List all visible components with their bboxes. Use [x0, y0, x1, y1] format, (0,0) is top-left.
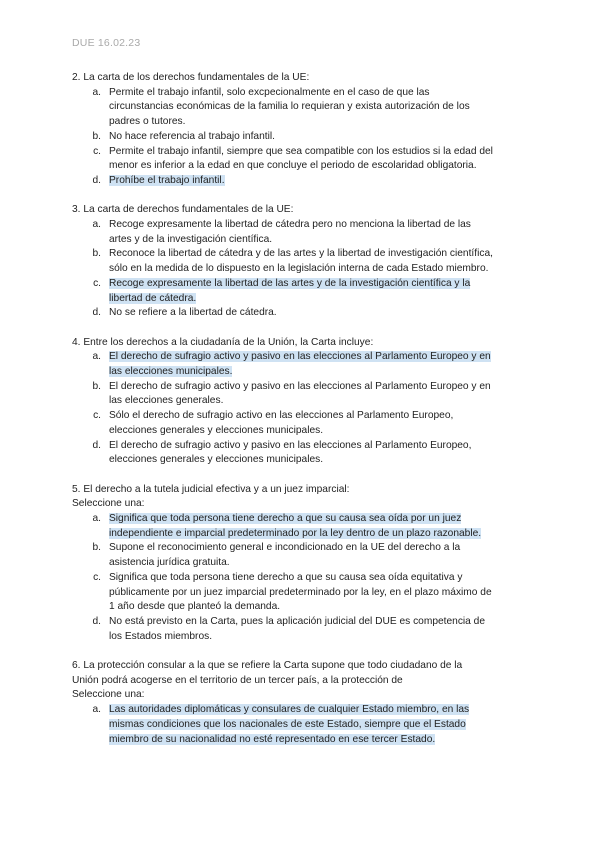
answer-option-line: [72, 439, 532, 454]
answer-option-line: [72, 380, 532, 395]
option-letter: d.: [92, 439, 101, 451]
option-text-wrap: [109, 306, 532, 321]
option-text-wrap: [109, 233, 532, 248]
option-text: los Estados miembros.: [109, 630, 213, 642]
option-letter-spacer: [72, 630, 109, 645]
option-text: sólo en la medida de lo dispuesto en la legislación interna de cada Estado miembro.: [109, 263, 489, 275]
option-text-wrap: [109, 350, 532, 365]
question-title: 5. El derecho a la tutela judicial efectiva y a un juez imparcial:: [72, 483, 350, 495]
question-title: 2. La carta de los derechos fundamentales de la UE:: [72, 72, 310, 83]
option-text-highlighted: las elecciones municipales.: [109, 366, 233, 378]
option-text: Significa que toda persona tiene derecho a que su causa sea oída equitativa y: [109, 571, 463, 583]
answer-option-line: [72, 409, 532, 424]
option-text-highlighted: libertad de cátedra.: [109, 292, 197, 304]
answer-option-line: [72, 394, 532, 409]
option-text: No está previsto en la Carta, pues la aplicación judicial del DUE es competencia de: [109, 615, 486, 627]
option-letter: a.: [92, 513, 101, 525]
option-letter: a.: [92, 351, 101, 363]
option-text-wrap: [109, 733, 532, 748]
option-letter: c.: [93, 145, 101, 157]
question-6: [72, 659, 532, 747]
option-letter-spacer: [72, 365, 109, 380]
option-letter-spacer: [72, 159, 109, 174]
option-text-highlighted: Las autoridades diplomáticas y consulares de cualquier Estado miembro, en las: [109, 704, 470, 716]
option-letter-spacer: [72, 424, 109, 439]
answer-option-line: [72, 145, 532, 160]
answer-option-line: [72, 733, 532, 748]
option-text: elecciones generales y elecciones municipales.: [109, 424, 324, 436]
document-body: [72, 71, 532, 747]
option-letter: c.: [93, 410, 101, 422]
document-header: DUE 16.02.23: [72, 37, 141, 49]
answer-option-line: [72, 218, 532, 233]
option-letter: d.: [92, 615, 101, 627]
option-text-highlighted: El derecho de sufragio activo y pasivo en las elecciones al Parlamento Europeo y en: [109, 351, 491, 363]
answer-option-line: [72, 556, 532, 571]
option-text-wrap: [109, 541, 532, 556]
option-letter-spacer: [72, 233, 109, 248]
option-text-wrap: [109, 424, 532, 439]
option-text-wrap: [109, 718, 532, 733]
option-text-wrap: [109, 512, 532, 527]
answer-option-line: [72, 512, 532, 527]
option-text: Sólo el derecho de sufragio activo en las elecciones al Parlamento Europeo,: [109, 410, 454, 422]
answer-option-line: [72, 262, 532, 277]
option-text: asistencia jurídica gratuita.: [109, 557, 230, 569]
answer-option-line: [72, 615, 532, 630]
option-text: No se refiere a la libertad de cátedra.: [109, 307, 277, 319]
option-text-wrap: [109, 571, 532, 586]
option-text: circunstancias económicas de la familia lo requieran y exista autorización de los: [109, 101, 470, 113]
option-letter: b.: [92, 248, 101, 260]
option-text: Reconoce la libertad de cátedra y de las artes y la libertad de investigación científica,: [109, 248, 493, 260]
option-text-wrap: [109, 130, 532, 145]
option-text: menor es inferior a la edad en que concluye el periodo de escolaridad obligatoria.: [109, 160, 477, 172]
option-text-wrap: [109, 586, 532, 601]
option-text-wrap: [109, 218, 532, 233]
option-text-wrap: [109, 600, 532, 615]
option-letter-spacer: [72, 262, 109, 277]
option-text-highlighted: miembro de su nacionalidad no esté representado en ese tercer Estado.: [109, 733, 436, 745]
answer-option-line: [72, 350, 532, 365]
option-text-wrap: [109, 630, 532, 645]
question-2: [72, 71, 532, 189]
option-letter: b.: [92, 380, 101, 392]
option-text-wrap: [109, 262, 532, 277]
option-text: Recoge expresamente la libertad de cátedra pero no menciona la libertad de las: [109, 219, 471, 231]
option-text: El derecho de sufragio activo y pasivo en las elecciones al Parlamento Europeo y en: [109, 380, 491, 392]
option-text-wrap: [109, 247, 532, 262]
option-letter: c.: [93, 277, 101, 289]
option-text-wrap: [109, 439, 532, 454]
option-text: Supone el reconocimiento general e incondicionado en la UE del derecho a la: [109, 542, 461, 554]
option-text: artes y de la investigación científica.: [109, 233, 273, 245]
option-letter: a.: [92, 219, 101, 231]
question-instruction: Seleccione una:: [72, 498, 145, 510]
option-text-wrap: [109, 174, 532, 189]
answer-option-line: [72, 100, 532, 115]
option-text: públicamente por un juez imparcial predeterminado por la ley, en el plazo máximo de: [109, 586, 492, 598]
option-text: 1 año desde que planteó la demanda.: [109, 601, 281, 613]
answer-option-line: [72, 277, 532, 292]
option-letter-spacer: [72, 600, 109, 615]
option-letter-spacer: [72, 556, 109, 571]
option-letter: b.: [92, 130, 101, 142]
answer-option-line: [72, 586, 532, 601]
option-letter-spacer: [72, 292, 109, 307]
option-text: padres o tutores.: [109, 116, 186, 128]
option-text-wrap: [109, 380, 532, 395]
option-letter-spacer: [72, 733, 109, 748]
option-letter-spacer: [72, 115, 109, 130]
option-letter: c.: [93, 571, 101, 583]
question-instruction: Seleccione una:: [72, 689, 145, 701]
option-text-wrap: [109, 159, 532, 174]
answer-option-line: [72, 292, 532, 307]
option-letter: d.: [92, 307, 101, 319]
option-text-highlighted: independiente e imparcial predeterminado por la ley dentro de un plazo razonable.: [109, 527, 482, 539]
option-letter: b.: [92, 542, 101, 554]
answer-option-line: [72, 159, 532, 174]
answer-option-line: [72, 424, 532, 439]
option-letter: d.: [92, 174, 101, 186]
option-text-wrap: [109, 703, 532, 718]
answer-option-line: [72, 247, 532, 262]
answer-option-line: [72, 703, 532, 718]
option-text: No hace referencia al trabajo infantil.: [109, 130, 275, 142]
option-letter-spacer: [72, 586, 109, 601]
answer-option-line: [72, 174, 532, 189]
option-text-highlighted: mismas condiciones que los nacionales de este Estado, siempre que el Estado: [109, 718, 466, 730]
option-text-wrap: [109, 556, 532, 571]
option-letter-spacer: [72, 453, 109, 468]
option-text-wrap: [109, 615, 532, 630]
answer-option-line: [72, 115, 532, 130]
question-title: 4. Entre los derechos a la ciudadanía de la Unión, la Carta incluye:: [72, 336, 374, 348]
answer-option-line: [72, 718, 532, 733]
option-text: elecciones generales y elecciones municipales.: [109, 454, 324, 466]
option-text-wrap: [109, 409, 532, 424]
option-text-wrap: [109, 394, 532, 409]
question-3: [72, 203, 532, 321]
answer-option-line: [72, 233, 532, 248]
answer-option-line: [72, 306, 532, 321]
question-title-line: 6. La protección consular a la que se refiere la Carta supone que todo ciudadano de la: [72, 660, 463, 672]
question-5: [72, 483, 532, 645]
option-text: las elecciones generales.: [109, 395, 224, 407]
option-letter-spacer: [72, 527, 109, 542]
option-text: El derecho de sufragio activo y pasivo en las elecciones al Parlamento Europeo,: [109, 439, 472, 451]
option-text-wrap: [109, 145, 532, 160]
option-text-wrap: [109, 527, 532, 542]
answer-option-line: [72, 130, 532, 145]
question-title-line: Unión podrá acogerse en el territorio de un tercer país, a la protección de: [72, 674, 403, 686]
answer-option-line: [72, 365, 532, 380]
question-title: 3. La carta de derechos fundamentales de la UE:: [72, 204, 294, 216]
option-text-wrap: [109, 86, 532, 101]
answer-option-line: [72, 453, 532, 468]
option-text-highlighted: Significa que toda persona tiene derecho a que su causa sea oída por un juez: [109, 513, 462, 525]
option-letter: a.: [92, 704, 101, 716]
answer-option-line: [72, 630, 532, 645]
option-letter-spacer: [72, 718, 109, 733]
answer-option-line: [72, 571, 532, 586]
option-text-wrap: [109, 365, 532, 380]
option-text: Permite el trabajo infantil, solo excpecionalmente en el caso de que las: [109, 86, 430, 98]
answer-option-line: [72, 86, 532, 101]
option-text-wrap: [109, 115, 532, 130]
option-text-wrap: [109, 292, 532, 307]
answer-option-line: [72, 527, 532, 542]
option-letter: a.: [92, 86, 101, 98]
option-letter-spacer: [72, 394, 109, 409]
option-text-wrap: [109, 277, 532, 292]
option-text-highlighted: Recoge expresamente la libertad de las artes y de la investigación científica y la: [109, 277, 471, 289]
option-letter-spacer: [72, 100, 109, 115]
option-text-wrap: [109, 453, 532, 468]
question-4: [72, 336, 532, 468]
answer-option-line: [72, 600, 532, 615]
answer-option-line: [72, 541, 532, 556]
option-text-highlighted: Prohíbe el trabajo infantil.: [109, 174, 225, 186]
option-text-wrap: [109, 100, 532, 115]
option-text: Permite el trabajo infantil, siempre que sea compatible con los estudios si la edad del: [109, 145, 493, 157]
